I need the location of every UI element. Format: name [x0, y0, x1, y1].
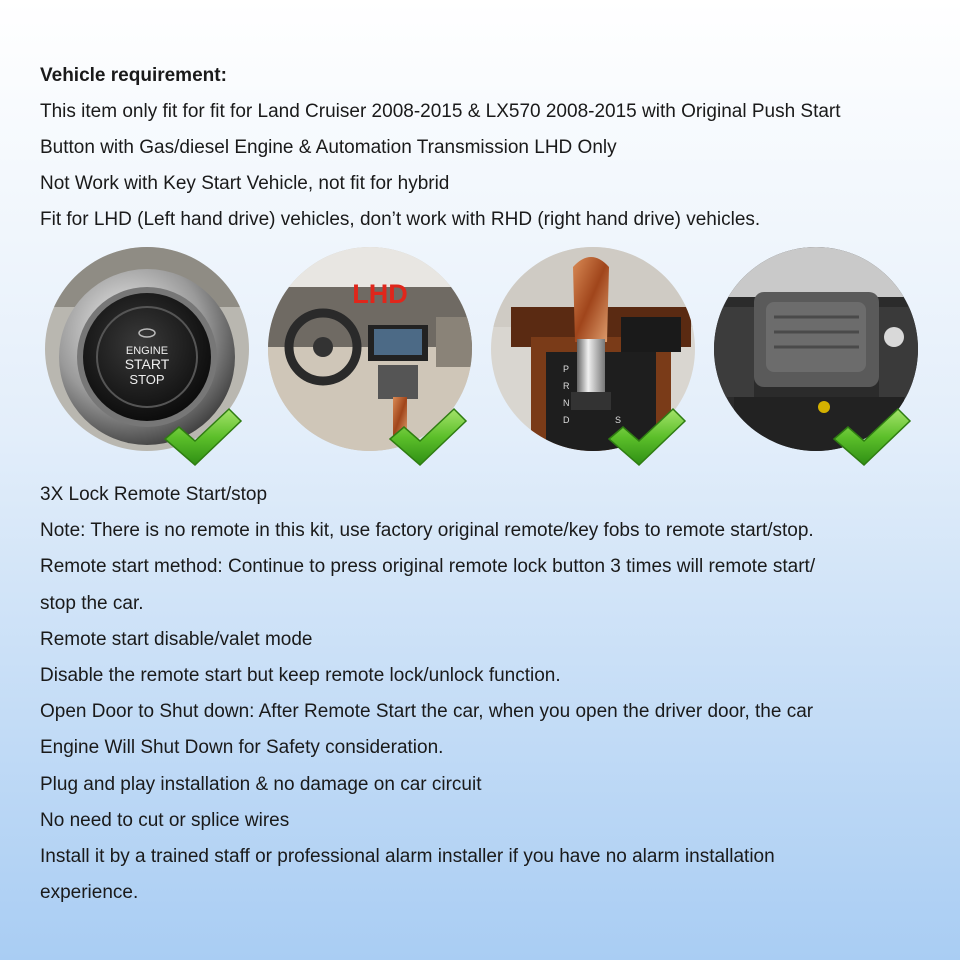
feature-line: stop the car. [40, 592, 144, 614]
check-icon [388, 407, 468, 467]
feature-line: Plug and play installation & no damage on car circuit [40, 773, 482, 795]
feature-line: Note: There is no remote in this kit, use factory original remote/key fobs to remote start/stop. [40, 520, 814, 542]
push-start-photo [45, 247, 255, 457]
gear-label: S [615, 415, 622, 425]
requirement-line: Button with Gas/diesel Engine & Automation Transmission LHD Only [40, 137, 617, 158]
engine-button-text: START [124, 356, 170, 372]
feature-line: Install it by a trained staff or professional alarm installer if you have no alarm installation [40, 845, 775, 867]
feature-line: Remote start disable/valet mode [40, 628, 313, 650]
features-section [40, 477, 940, 911]
gear-label: R [563, 381, 570, 391]
check-icon [607, 407, 687, 467]
check-icon [163, 407, 243, 467]
requirement-line: Not Work with Key Start Vehicle, not fit for hybrid [40, 173, 450, 194]
engine-button-text: STOP [129, 372, 165, 387]
requirement-line: This item only fit for fit for Land Cruiser 2008-2015 & LX570 2008-2015 with Original Push Start [40, 101, 841, 122]
feature-line: Disable the remote start but keep remote lock/unlock function. [40, 664, 561, 686]
feature-line: Engine Will Shut Down for Safety consideration. [40, 737, 444, 759]
gear-label: N [563, 398, 570, 408]
compatibility-images [0, 247, 960, 472]
requirement-heading: Vehicle requirement: [40, 65, 227, 86]
lhd-label: LHD [352, 279, 408, 309]
feature-line: experience. [40, 882, 139, 904]
vehicle-requirement-section [40, 58, 940, 238]
requirement-line: Fit for LHD (Left hand drive) vehicles, don’t work with RHD (right hand drive) vehicles. [40, 209, 761, 230]
feature-line: Remote start method: Continue to press original remote lock button 3 times will remote start/ [40, 556, 816, 578]
engine-bay-photo [714, 247, 924, 457]
gear-label: P [563, 364, 570, 374]
gear-label: D [563, 415, 570, 425]
lhd-dashboard-photo [268, 247, 478, 457]
feature-line: Open Door to Shut down: After Remote Start the car, when you open the driver door, the car [40, 701, 814, 723]
feature-line: No need to cut or splice wires [40, 809, 290, 831]
feature-line: 3X Lock Remote Start/stop [40, 484, 268, 505]
engine-button-text: ENGINE [125, 345, 169, 357]
automatic-shifter-photo [491, 247, 701, 457]
check-icon [832, 407, 912, 467]
